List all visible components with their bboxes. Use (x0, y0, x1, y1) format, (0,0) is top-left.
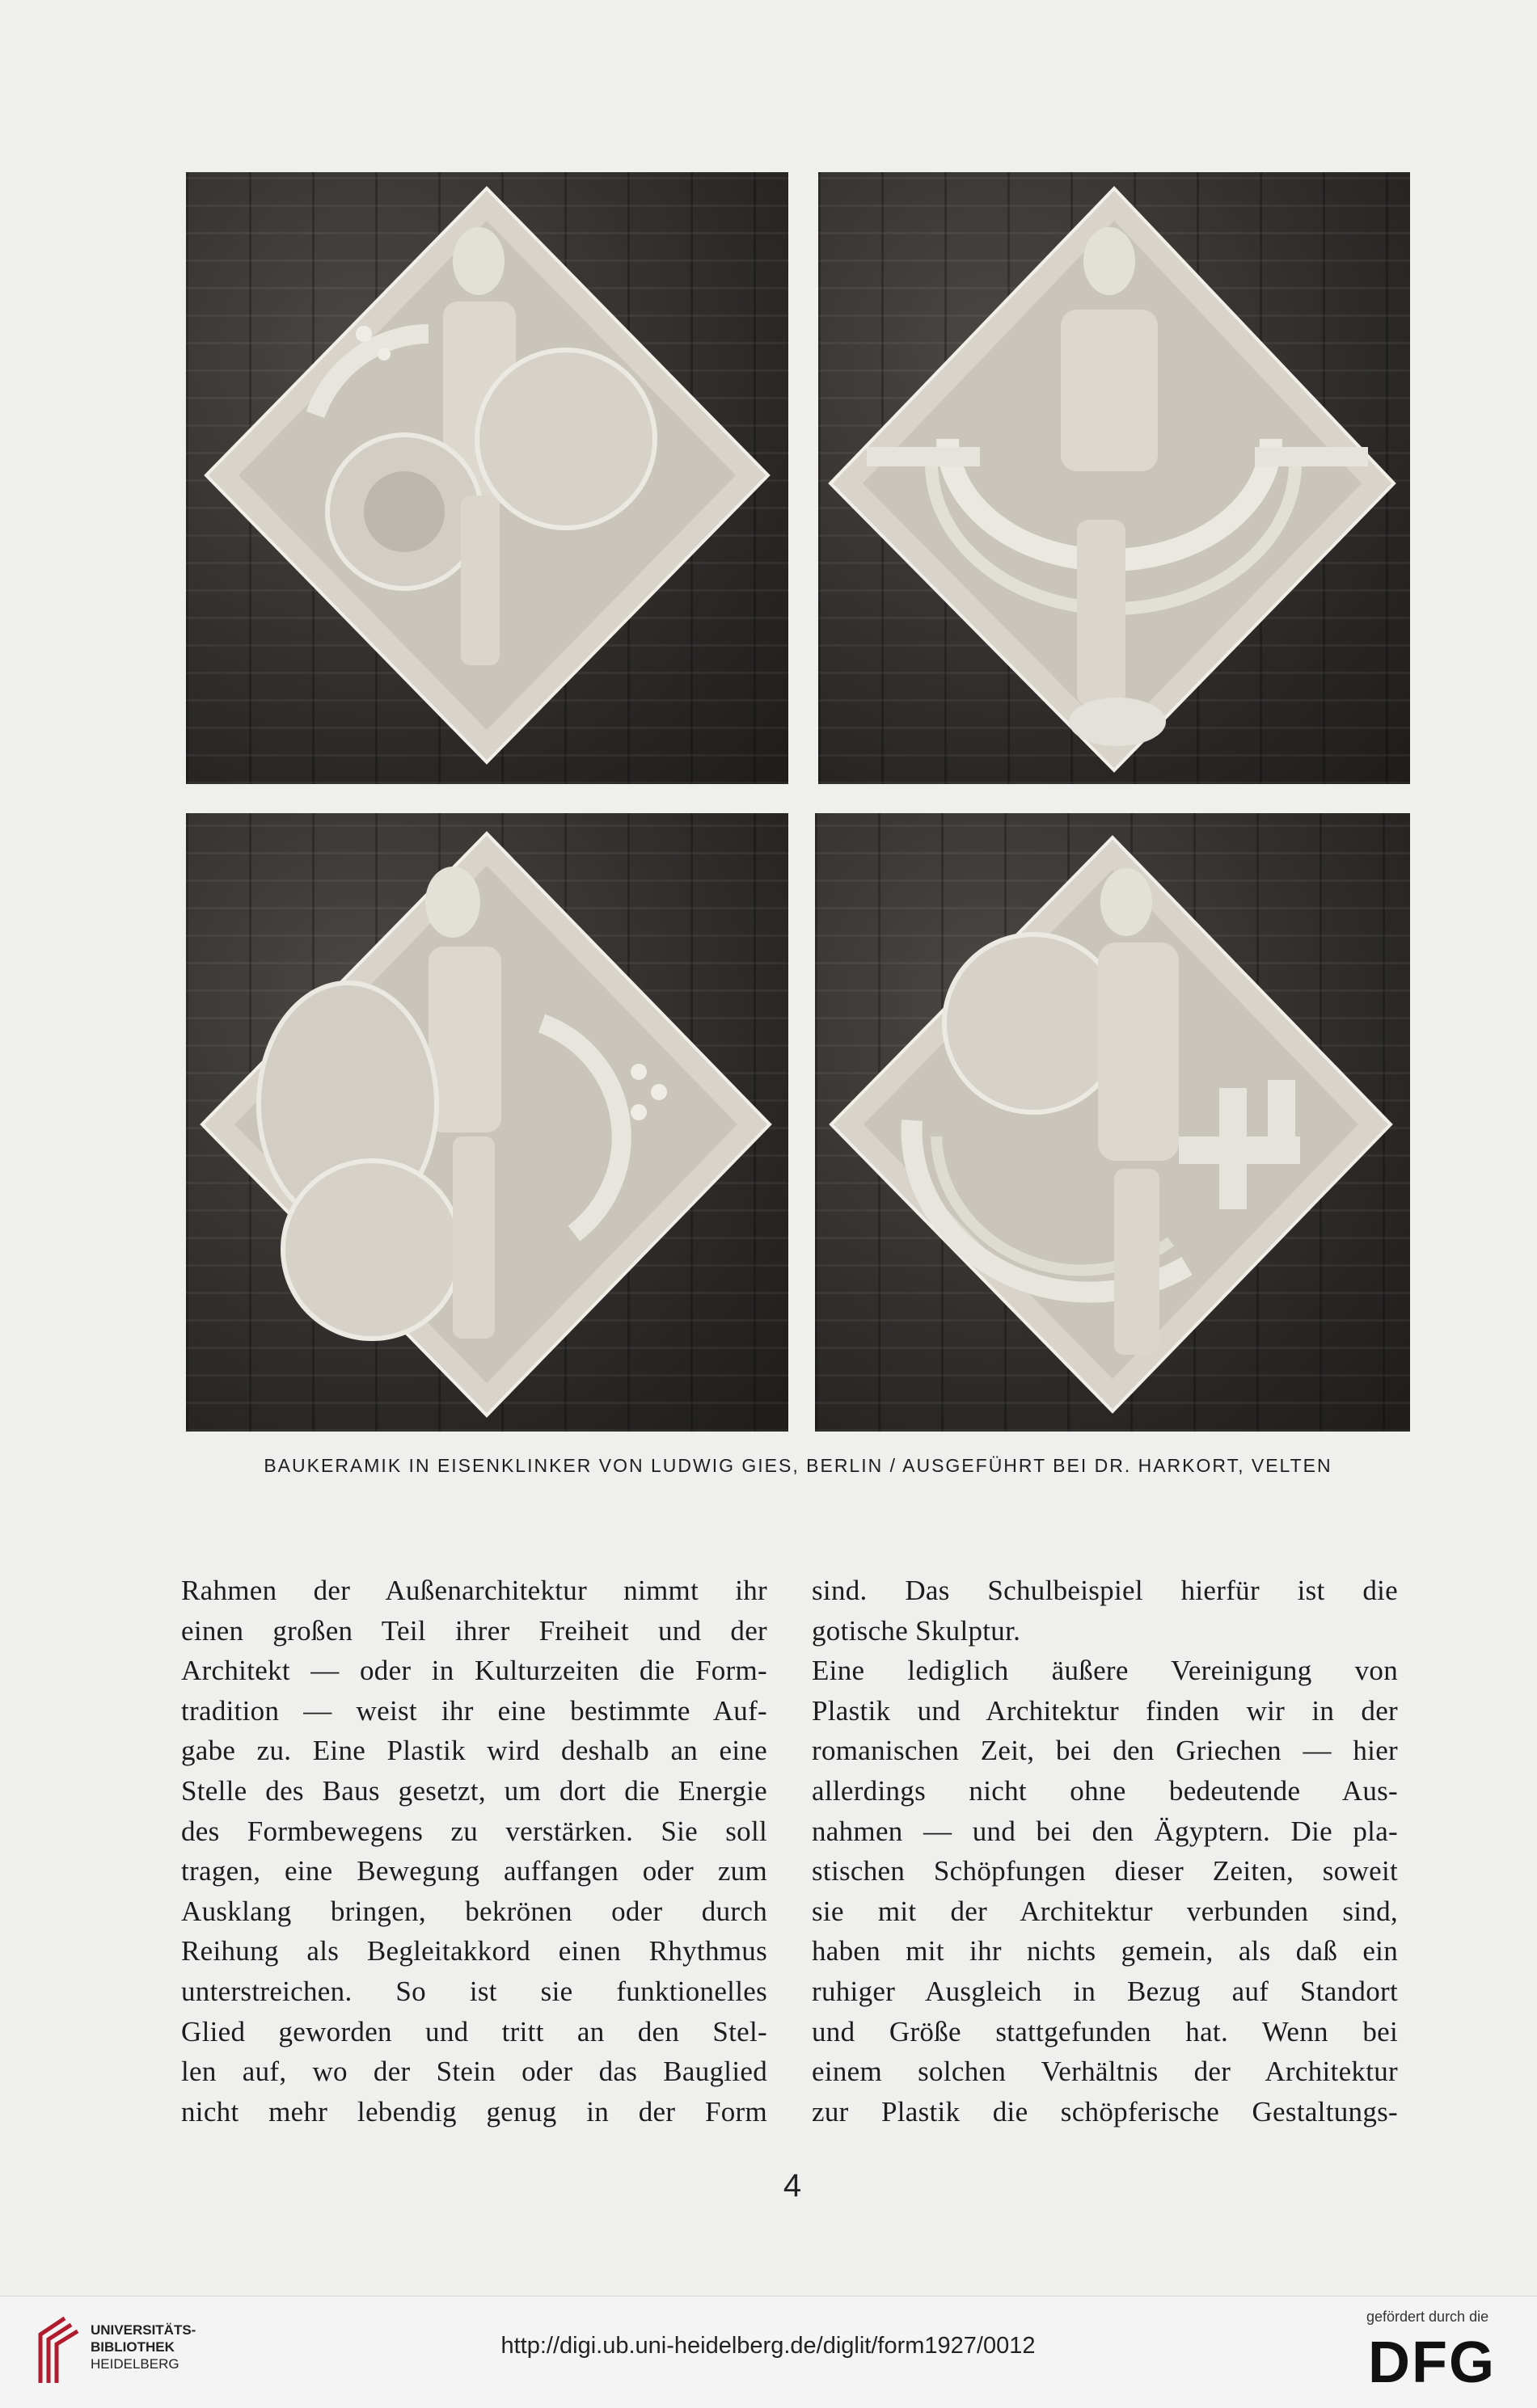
text-line: zur Plastik die schöpferische Gestaltungs- (812, 2095, 1398, 2128)
text-column-left (181, 1571, 767, 2132)
text-line: gabe zu. Eine Plastik wird deshalb an eine (181, 1735, 767, 1767)
figure-caption: BAUKERAMIK IN EISENKLINKER VON LUDWIG GIES, BERLIN / AUSGEFÜHRT BEI DR. HARKORT, VELTEN (264, 1455, 1332, 1476)
dfg-logo[interactable]: DFG (1368, 2330, 1496, 2395)
relief-illustration (186, 813, 788, 1432)
text-line: Ausklang bringen, bekrönen oder durch (181, 1895, 767, 1927)
library-name-line: BIBLIOTHEK (91, 2339, 175, 2355)
text-line: len auf, wo der Stein oder das Bauglied (181, 2056, 767, 2088)
text-line: des Formbewegens zu verstärken. Sie soll (181, 1815, 767, 1847)
relief-photo-bottom-right (815, 813, 1410, 1432)
library-name[interactable] (91, 2322, 196, 2372)
text-line: tradition — weist ihr eine bestimmte Auf- (181, 1694, 767, 1727)
text-line: nicht mehr lebendig genug in der Form (181, 2095, 767, 2128)
text-column-right (812, 1571, 1398, 2132)
relief-photo-top-left (186, 172, 788, 784)
text-line: stischen Schöpfungen dieser Zeiten, soweit (812, 1855, 1398, 1887)
permalink-url[interactable]: http://digi.ub.uni-heidelberg.de/diglit/form1927/0012 (500, 2333, 1036, 2359)
text-line: einen großen Teil ihrer Freiheit und der (181, 1614, 767, 1647)
text-line: Reihung als Begleitakkord einen Rhythmus (181, 1935, 767, 1967)
relief-illustration (186, 172, 788, 784)
text-line: Plastik und Architektur finden wir in der (812, 1694, 1398, 1727)
text-line: nahmen — und bei den Ägyptern. Die pla- (812, 1815, 1398, 1847)
relief-photo-bottom-left (186, 813, 788, 1432)
library-name-line: UNIVERSITÄTS- (91, 2322, 196, 2338)
text-line: Rahmen der Außenarchitektur nimmt ihr (181, 1575, 767, 1606)
text-line: sind. Das Schulbeispiel hierfür ist die (812, 1575, 1398, 1606)
text-line: Stelle des Baus gesetzt, um dort die Energie (181, 1774, 767, 1807)
sponsor-label: gefördert durch die (1366, 2309, 1489, 2325)
relief-illustration (818, 172, 1410, 784)
text-line: tragen, eine Bewegung auffangen oder zum (181, 1855, 767, 1887)
text-line: ruhiger Ausgleich in Bezug auf Standort (812, 1975, 1398, 2007)
text-line: unterstreichen. So ist sie funktionelles (181, 1975, 767, 2007)
text-line: gotische Skulptur. (812, 1614, 1021, 1647)
text-line: einem solchen Verhältnis der Architektur (812, 2056, 1398, 2088)
text-line: romanischen Zeit, bei den Griechen — hier (812, 1735, 1398, 1767)
text-line: allerdings nicht ohne bedeutende Aus- (812, 1774, 1398, 1807)
text-line: und Größe stattgefunden hat. Wenn bei (812, 2015, 1398, 2047)
page-number: 4 (783, 2168, 802, 2203)
library-name-line: HEIDELBERG (91, 2356, 179, 2372)
text-line: Architekt — oder in Kulturzeiten die Form- (181, 1655, 767, 1687)
text-line: haben mit ihr nichts gemein, als daß ein (812, 1935, 1398, 1967)
university-library-logo-icon[interactable] (32, 2310, 84, 2391)
text-line: Eine lediglich äußere Vereinigung von (812, 1655, 1398, 1687)
text-line: sie mit der Architektur verbunden sind, (812, 1895, 1398, 1927)
text-line: Glied geworden und tritt an den Stel- (181, 2015, 767, 2047)
relief-photo-top-right (818, 172, 1410, 784)
relief-illustration (815, 813, 1410, 1432)
